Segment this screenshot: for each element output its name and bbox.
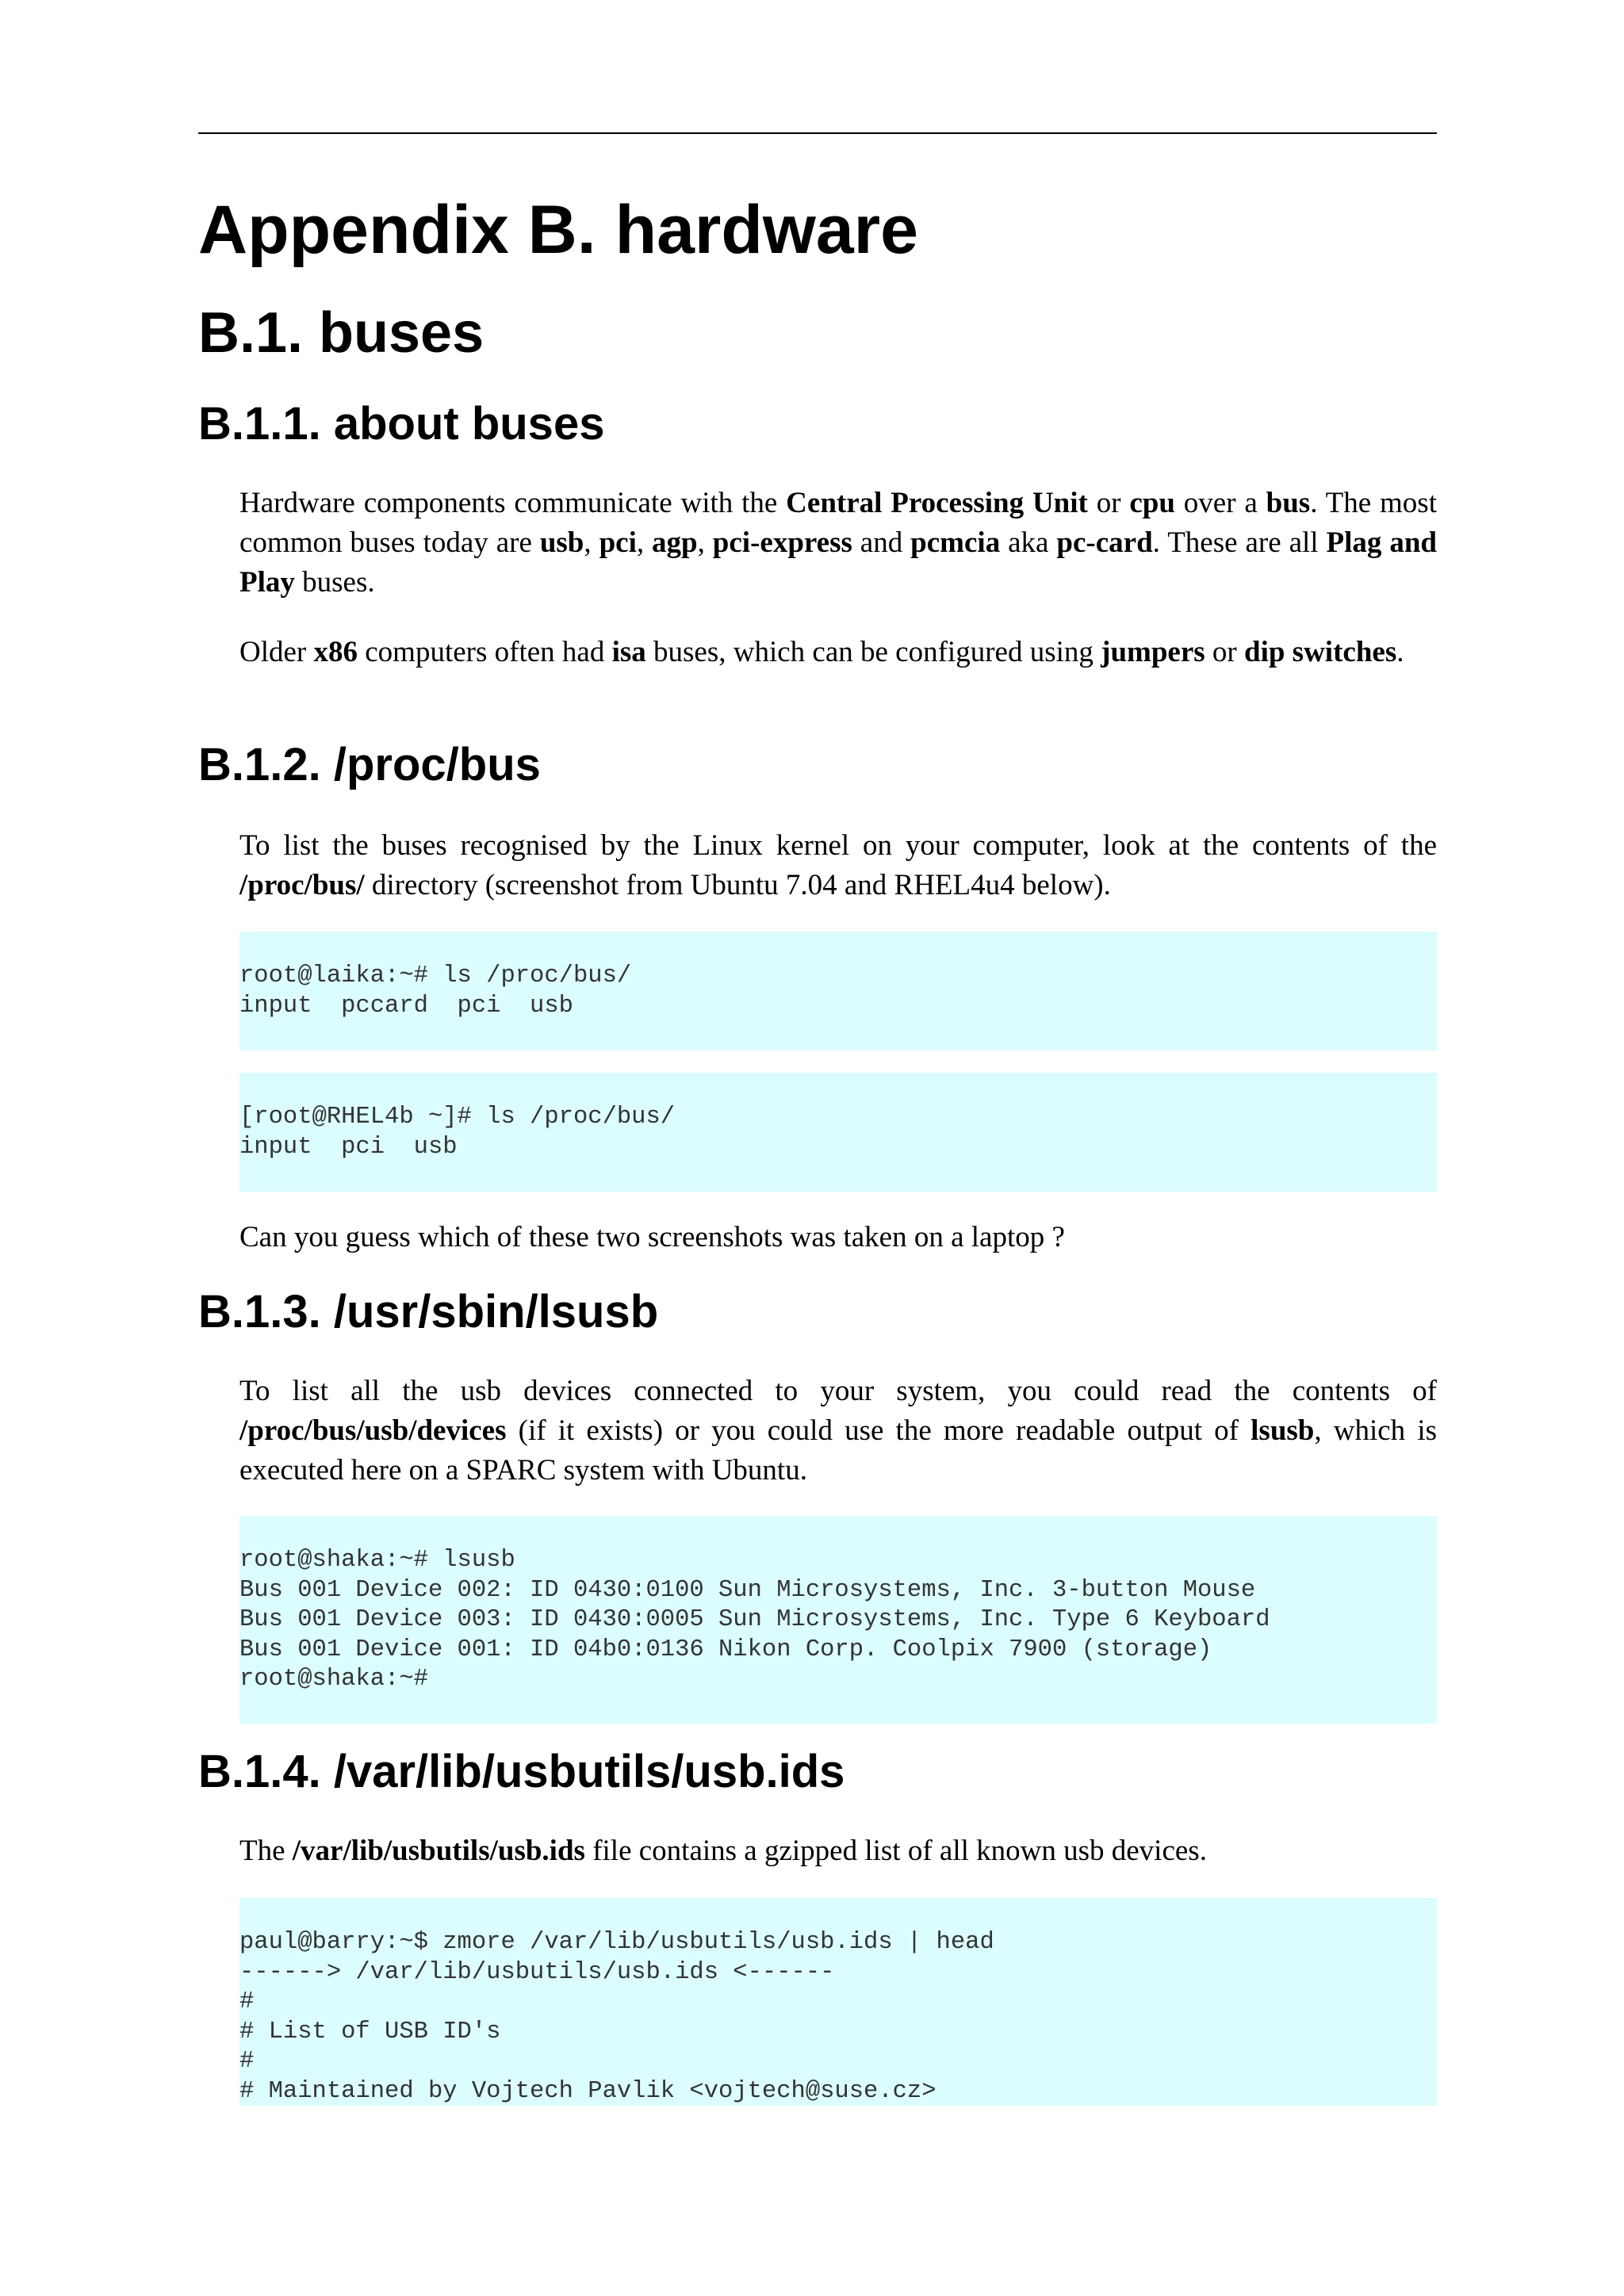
- code-line: # Maintained by Vojtech Pavlik <vojtech@suse.cz>: [239, 2077, 936, 2105]
- section-b11-title: B.1.1. about buses: [198, 398, 605, 450]
- laptop-question: Can you guess which of these two screenshots was taken on a laptop ?: [239, 1221, 1065, 1253]
- code-line: input pccard pci usb: [239, 992, 573, 1020]
- usb-ids-paragraph: The /var/lib/usbutils/usb.ids file contains a gzipped list of all known usb devices.: [239, 1835, 1207, 1867]
- code-line: #: [239, 2048, 255, 2075]
- code-line: #: [239, 1988, 255, 2015]
- code-line: paul@barry:~$ zmore /var/lib/usbutils/usb.ids | head: [239, 1929, 994, 1956]
- section-b1-title: B.1. buses: [198, 301, 485, 365]
- appendix-title: Appendix B. hardware: [198, 192, 918, 268]
- about-buses-paragraph-2: Older x86 computers often had isa buses, which can be configured using jumpers or dip switches.: [239, 636, 1404, 668]
- code-line: Bus 001 Device 001: ID 04b0:0136 Nikon Corp. Coolpix 7900 (storage): [239, 1636, 1212, 1663]
- header-rule: [198, 132, 1437, 134]
- section-b14-title: B.1.4. /var/lib/usbutils/usb.ids: [198, 1746, 845, 1797]
- code-block-lsusb: [239, 1516, 1437, 1724]
- code-line: Bus 001 Device 002: ID 0430:0100 Sun Microsystems, Inc. 3-button Mouse: [239, 1576, 1256, 1604]
- code-block-usb-ids: [239, 1898, 1437, 2106]
- code-line: root@shaka:~# lsusb: [239, 1547, 515, 1574]
- code-line: input pci usb: [239, 1133, 458, 1161]
- lsusb-paragraph: To list all the usb devices connected to your system, you could read the contents of /proc/bus/usb/devices (if it exists) or you could use the more readable output of lsusb, which is executed here on a SPARC system with Ubuntu.: [239, 1375, 1438, 1487]
- section-b13-title: B.1.3. /usr/sbin/lsusb: [198, 1286, 659, 1337]
- code-line: root@laika:~# ls /proc/bus/: [239, 962, 632, 989]
- code-line: # List of USB ID's: [239, 2018, 501, 2045]
- code-line: root@shaka:~#: [239, 1666, 428, 1693]
- code-line: [root@RHEL4b ~]# ls /proc/bus/: [239, 1104, 676, 1131]
- code-block-laika: [239, 932, 1437, 1050]
- about-buses-paragraph-1: Hardware components communicate with the Central Processing Unit or cpu over a bus. The most common buses today are usb, pci, agp, pci-express and pcmcia aka pc-card. These are all Plag and Play buses.: [239, 487, 1437, 599]
- code-line: ------> /var/lib/usbutils/usb.ids <------: [239, 1958, 835, 1986]
- proc-bus-paragraph: To list the buses recognised by the Linux kernel on your computer, look at the contents of the /proc/bus/ directory (screenshot from Ubuntu 7.04 and RHEL4u4 below).: [239, 829, 1437, 901]
- code-line: Bus 001 Device 003: ID 0430:0005 Sun Microsystems, Inc. Type 6 Keyboard: [239, 1606, 1270, 1633]
- section-b12-title: B.1.2. /proc/bus: [198, 739, 541, 790]
- code-block-rhel4b: [239, 1073, 1437, 1192]
